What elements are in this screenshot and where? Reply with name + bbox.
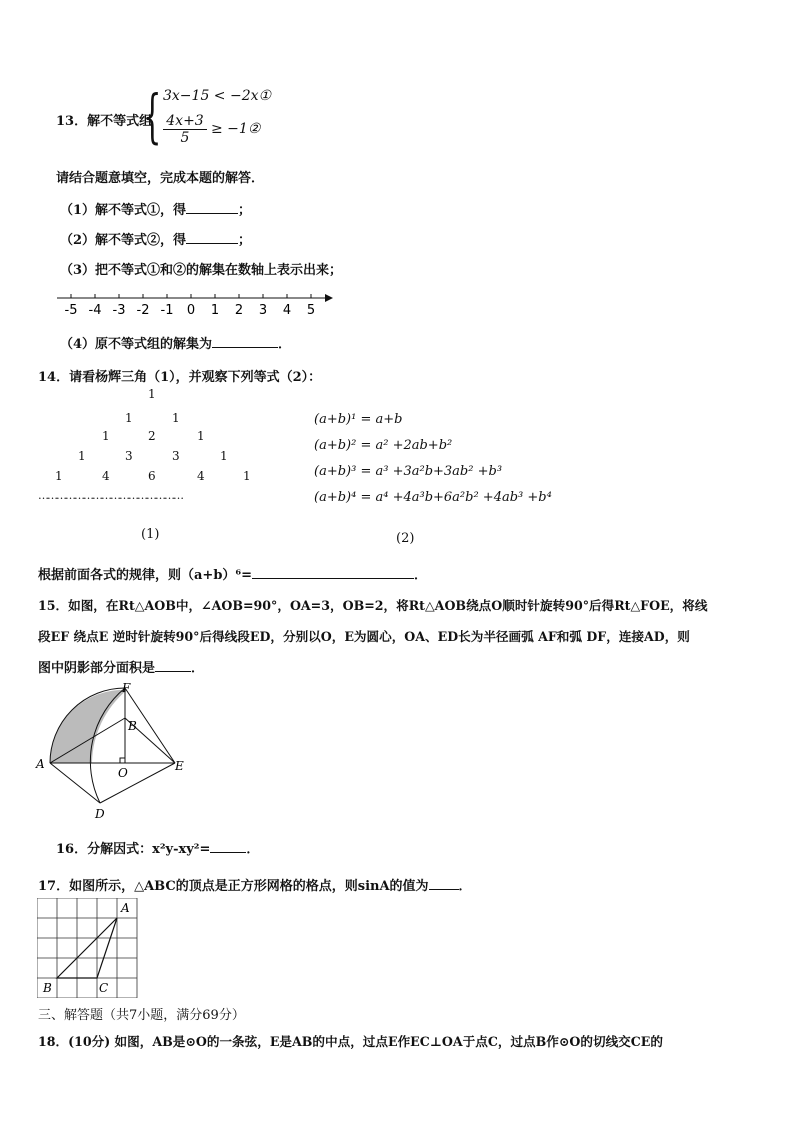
q17-end: ． — [458, 879, 472, 894]
q14-question-text: 根据前面各式的规律，则（a+b）⁶= — [38, 568, 252, 583]
triangle-cell: 3 — [172, 449, 180, 463]
fraction-numerator: 4x+3 — [163, 113, 207, 130]
q15-line3 — [38, 657, 204, 676]
label-a: A — [121, 901, 130, 915]
equation-2: (a+b)² = a² +2ab+b² — [314, 438, 453, 453]
label-c: C — [99, 981, 109, 995]
inequality-2-rest: ≥ −1② — [211, 121, 261, 137]
label-o: O — [118, 766, 128, 780]
triangle-cell: 1 — [197, 429, 205, 443]
number-line-label: 1 — [210, 303, 220, 318]
q17 — [38, 875, 472, 894]
triangle-cell: 4 — [197, 469, 205, 483]
q13-part2 — [60, 229, 251, 248]
number-line-label: -3 — [112, 303, 126, 318]
caption-2: (2) — [396, 531, 415, 546]
answer-blank — [186, 231, 238, 244]
label-d: D — [95, 807, 105, 821]
q15-line2: 段EF 绕点E 逆时针旋转90°后得线段ED，分别以O，E为圆心，OA、ED长为半径画弧 AF和弧 DF，连接AD，则 — [38, 629, 690, 644]
answer-blank — [252, 566, 414, 579]
label-b: B — [43, 981, 52, 995]
answer-blank — [429, 877, 459, 890]
triangle-cell: 1 — [172, 411, 180, 425]
triangle-cell: 1 — [102, 429, 110, 443]
right-angle-mark — [120, 758, 125, 763]
triangle-cell: 3 — [125, 449, 133, 463]
number-line-label: 5 — [306, 303, 316, 318]
triangle-cell: 1 — [148, 387, 156, 401]
q17-grid-figure — [37, 898, 141, 998]
q18-text: 18．(10分) 如图，AB是⊙O的一条弦，E是AB的中点，过点E作EC⊥OA于点C，过点B作⊙O的切线交CE的 — [38, 1034, 663, 1049]
inequality-2-fraction — [163, 113, 207, 146]
arrow-icon — [325, 294, 333, 302]
fraction-denominator: 5 — [180, 130, 190, 146]
label-f: F — [122, 681, 131, 695]
q13-part3: （3）把不等式①和②的解集在数轴上表示出来； — [60, 263, 343, 278]
brace: { — [143, 82, 162, 150]
inequality-1: 3x−15 < −2x① — [163, 88, 272, 104]
q13-label: 13．解不等式组 — [56, 114, 153, 129]
number-line-label: -5 — [64, 303, 78, 318]
triangle-abc — [57, 918, 117, 978]
yanghui-triangle — [30, 385, 280, 505]
q15-line1: 15．如图，在Rt△AOB中，∠AOB=90°，OA=3，OB=2，将Rt△AOB绕点O顺时针旋转90°后得Rt△FOE，将线 — [38, 598, 708, 613]
triangle-cell: 1 — [125, 411, 133, 425]
answer-blank — [186, 201, 238, 214]
label-b: B — [128, 719, 137, 733]
q13-part1 — [60, 199, 251, 218]
answer-blank — [212, 335, 278, 348]
number-line-label: -2 — [136, 303, 150, 318]
q13-part2-text: （2）解不等式②，得 — [60, 233, 187, 248]
equation-4: (a+b)⁴ = a⁴ +4a³b+6a²b² +4ab³ +b⁴ — [314, 490, 552, 505]
q14-label: 14．请看杨辉三角（1），并观察下列等式（2）： — [38, 370, 322, 385]
number-line-label: 3 — [258, 303, 268, 318]
answer-blank — [210, 840, 246, 853]
triangle-cell: 1 — [243, 469, 251, 483]
number-line-label: 2 — [234, 303, 244, 318]
number-line-label: 4 — [282, 303, 292, 318]
q13-part1-text: （1）解不等式①，得 — [60, 203, 187, 218]
q15-line3-end: ． — [191, 661, 205, 676]
q13-instruction: 请结合题意填空，完成本题的解答． — [56, 171, 265, 186]
line-de — [100, 763, 175, 803]
triangle-cell: 4 — [102, 469, 110, 483]
q13-part4-text: （4）原不等式组的解集为 — [60, 337, 213, 352]
label-e: E — [175, 759, 184, 773]
triangle-cell: 2 — [148, 429, 156, 443]
number-line — [55, 288, 335, 322]
triangle-cell: 6 — [148, 469, 156, 483]
q15-line3-text: 图中阴影部分面积是 — [38, 661, 156, 676]
equation-3: (a+b)³ = a³ +3a²b+3ab² +b³ — [314, 464, 503, 479]
q13-part4 — [60, 333, 291, 352]
caption-1: (1) — [141, 527, 160, 542]
triangle-dots: ………………………………………… — [38, 489, 182, 502]
binomial-equations — [314, 412, 552, 516]
triangle-cell: 1 — [55, 469, 63, 483]
q13-part1-end: ； — [238, 203, 252, 218]
number-line-label: -4 — [88, 303, 102, 318]
q16-text: 16．分解因式：x²y-xy²= — [56, 842, 211, 857]
number-line-label: 0 — [186, 303, 196, 318]
shaded-region — [50, 690, 127, 763]
number-line-label: -1 — [160, 303, 174, 318]
q14-question-end: ． — [414, 568, 428, 583]
q16 — [56, 838, 259, 857]
triangle-cell: 1 — [78, 449, 86, 463]
equation-1: (a+b)¹ = a+b — [314, 412, 403, 427]
q15-figure — [30, 678, 200, 823]
q17-text: 17．如图所示，△ABC的顶点是正方形网格的格点，则sinA的值为 — [38, 879, 429, 894]
inequality-system — [143, 82, 283, 151]
q13-part4-end: ． — [278, 337, 292, 352]
q16-end: ． — [246, 842, 260, 857]
q14-question — [38, 564, 427, 583]
section-title: 三、解答题（共7小题，满分69分） — [38, 1008, 245, 1023]
q13-part2-end: ； — [238, 233, 252, 248]
triangle-cell: 1 — [220, 449, 228, 463]
label-a: A — [36, 757, 45, 771]
answer-blank — [155, 659, 191, 672]
